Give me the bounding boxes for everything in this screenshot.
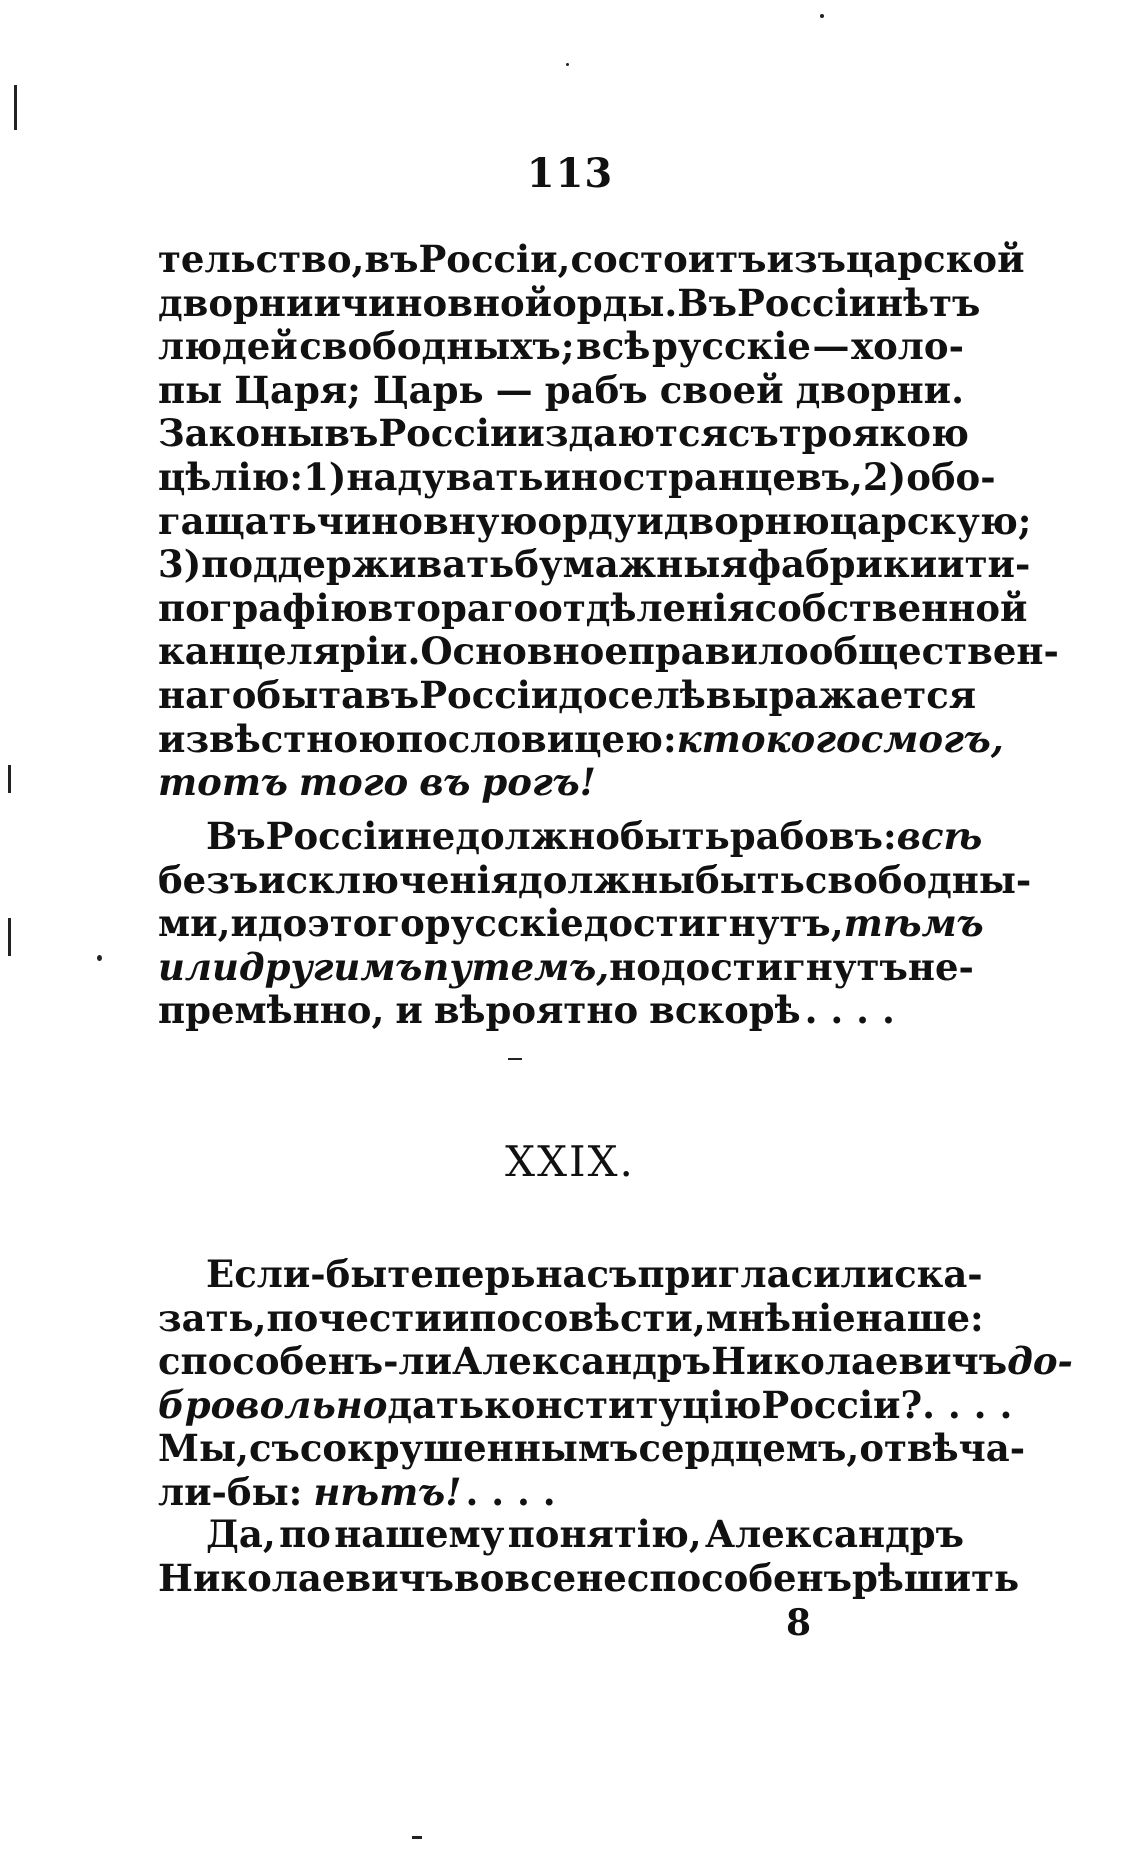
word: дворни bbox=[158, 280, 314, 325]
word: гащать bbox=[158, 498, 317, 543]
word: и bbox=[230, 901, 258, 946]
word: вскорѣ bbox=[649, 988, 801, 1033]
word: достигнутъ, bbox=[583, 901, 844, 946]
word: Россіи bbox=[736, 280, 877, 325]
word: должно bbox=[455, 814, 620, 858]
word: Николаевичъ bbox=[158, 1555, 455, 1600]
word: иностранцевъ, bbox=[543, 454, 863, 499]
word: въ bbox=[324, 411, 379, 456]
section-heading: XXIX. bbox=[505, 1137, 635, 1186]
word: орды. bbox=[552, 280, 678, 325]
word: но bbox=[609, 944, 661, 989]
word: Россіи? bbox=[761, 1382, 923, 1427]
word: премѣнно, bbox=[158, 988, 385, 1033]
word: дворню bbox=[663, 498, 830, 543]
word: способенъ bbox=[626, 1555, 853, 1600]
word: мнѣніе bbox=[705, 1295, 856, 1340]
word: Россіи bbox=[265, 814, 405, 858]
word: и bbox=[636, 498, 664, 543]
word: вовсе bbox=[454, 1555, 577, 1600]
text-line bbox=[158, 716, 1004, 762]
italic-word: рогъ! bbox=[481, 760, 596, 805]
text-line bbox=[158, 280, 981, 326]
word: издаются bbox=[517, 411, 728, 456]
word: канцеляріи. bbox=[158, 629, 421, 674]
italic-word: путемъ, bbox=[422, 944, 610, 989]
word: наше: bbox=[855, 1295, 984, 1340]
word: правило bbox=[627, 629, 809, 674]
word: пословицею: bbox=[395, 716, 677, 761]
word: обществен- bbox=[808, 629, 1059, 674]
word: по bbox=[469, 1295, 522, 1340]
ellipsis: . . . . bbox=[804, 988, 895, 1033]
word: быть bbox=[619, 814, 730, 858]
word: сердцемъ, bbox=[638, 1426, 860, 1471]
word: Россіи bbox=[378, 411, 518, 456]
text-line bbox=[158, 237, 1025, 282]
italic-word: въ bbox=[419, 760, 471, 805]
word: поддерживать bbox=[201, 542, 515, 587]
word: безъ bbox=[158, 857, 259, 902]
text-line bbox=[158, 325, 964, 369]
text-line bbox=[158, 542, 1031, 587]
word: людей bbox=[158, 324, 298, 369]
word: ли-бы: bbox=[158, 1469, 303, 1514]
text-line bbox=[158, 498, 1032, 544]
word: насъ bbox=[535, 1252, 638, 1296]
word: пригласили bbox=[637, 1252, 895, 1296]
word: Основное bbox=[420, 629, 628, 674]
word: — bbox=[495, 367, 533, 412]
word: фабрики bbox=[747, 542, 938, 587]
word: рабъ bbox=[544, 367, 648, 412]
word: Мы, bbox=[158, 1426, 249, 1471]
word: совѣсти, bbox=[521, 1295, 706, 1340]
word: пы bbox=[158, 367, 223, 412]
italic-word: кто bbox=[676, 716, 766, 761]
italic-word: тѣмъ bbox=[843, 901, 984, 946]
word: нѣтъ bbox=[876, 280, 981, 325]
word: достигнутъ bbox=[660, 944, 908, 989]
scan-mark bbox=[820, 14, 824, 18]
text-line bbox=[158, 672, 977, 718]
word: отвѣча- bbox=[859, 1426, 1026, 1471]
word: наго bbox=[158, 672, 257, 717]
word: пографію bbox=[158, 585, 368, 630]
italic-word: тотъ bbox=[158, 760, 288, 805]
word: и bbox=[441, 1295, 470, 1340]
word: обо- bbox=[906, 454, 996, 499]
word: Царь bbox=[372, 367, 484, 412]
word: рабовъ: bbox=[729, 814, 897, 858]
scan-mark bbox=[14, 85, 17, 130]
italic-word: до- bbox=[1007, 1339, 1073, 1384]
word: и bbox=[395, 988, 423, 1033]
word: ска- bbox=[894, 1252, 983, 1296]
italic-word: или bbox=[158, 944, 239, 989]
word: способенъ-ли bbox=[158, 1339, 453, 1384]
word: своей bbox=[659, 367, 784, 412]
ellipsis: . . . . bbox=[922, 1382, 1013, 1427]
word: съ bbox=[727, 411, 779, 456]
word: дворни. bbox=[795, 367, 964, 412]
word: рѣшить bbox=[852, 1555, 1020, 1600]
page-number: 113 bbox=[526, 150, 614, 197]
word: тельство, bbox=[158, 237, 365, 281]
word: всѣ bbox=[576, 324, 651, 369]
word: зать, bbox=[158, 1295, 267, 1340]
italic-word: нѣтъ! bbox=[313, 1469, 462, 1514]
word: орду bbox=[537, 498, 637, 543]
text-line bbox=[158, 585, 1028, 631]
text-line bbox=[158, 761, 964, 805]
word: собственной bbox=[754, 585, 1028, 630]
paragraph bbox=[158, 1512, 1020, 1600]
text-line bbox=[158, 454, 996, 500]
word: нашему bbox=[334, 1512, 505, 1556]
text-line bbox=[158, 629, 1059, 674]
word: Россіи bbox=[419, 672, 559, 717]
text-line bbox=[158, 369, 964, 413]
word: быта bbox=[256, 672, 366, 717]
word: русскіе bbox=[424, 901, 584, 946]
word: съ bbox=[248, 1426, 300, 1471]
word: ти- bbox=[964, 542, 1031, 587]
word: должны bbox=[518, 857, 696, 902]
word: Законы bbox=[158, 411, 325, 456]
word: чиновную bbox=[316, 498, 538, 543]
word: въ bbox=[364, 237, 419, 281]
ellipsis: . . . . bbox=[465, 1469, 556, 1514]
paragraph bbox=[158, 1252, 1073, 1515]
paragraph bbox=[158, 814, 1032, 1033]
text-line bbox=[158, 989, 964, 1033]
word: Если-бы bbox=[206, 1252, 388, 1296]
word: втораго bbox=[367, 585, 539, 630]
word: Въ bbox=[206, 814, 266, 858]
signature-mark: 8 bbox=[786, 1602, 812, 1644]
word: отдѣленія bbox=[538, 585, 755, 630]
word: до bbox=[257, 901, 308, 946]
text-line bbox=[158, 857, 1032, 903]
word: 3) bbox=[158, 542, 202, 587]
word: по bbox=[279, 1512, 331, 1556]
text-line bbox=[158, 1426, 1026, 1471]
word: и bbox=[937, 542, 965, 587]
text-line bbox=[158, 411, 969, 456]
paragraph-continuation bbox=[158, 237, 1059, 805]
word: исключенія bbox=[258, 857, 519, 902]
word: 1) bbox=[303, 454, 347, 499]
word: царскую; bbox=[829, 498, 1032, 543]
word: Россіи, bbox=[418, 237, 571, 281]
italic-word: смогъ, bbox=[860, 716, 1004, 761]
text-line bbox=[158, 1382, 1013, 1428]
text-line bbox=[158, 901, 984, 946]
italic-word: бровольно bbox=[158, 1382, 388, 1427]
word: Въ bbox=[677, 280, 737, 325]
word: выражается bbox=[705, 672, 977, 717]
scan-mark bbox=[566, 63, 569, 66]
word: сокрушеннымъ bbox=[299, 1426, 639, 1471]
word: дать bbox=[387, 1382, 485, 1427]
scan-mark bbox=[412, 1836, 422, 1839]
word: свободны- bbox=[804, 857, 1032, 902]
text-line bbox=[158, 1513, 964, 1557]
word: — bbox=[812, 324, 850, 369]
word: конституцію bbox=[484, 1382, 762, 1427]
word: изъ bbox=[766, 237, 846, 281]
text-line bbox=[158, 1555, 1020, 1601]
word: быть bbox=[695, 857, 805, 902]
text-line bbox=[158, 944, 974, 990]
text-line bbox=[158, 1471, 964, 1515]
italic-word: другимъ bbox=[238, 944, 423, 989]
word: бумажныя bbox=[514, 542, 748, 587]
word: извѣстною bbox=[158, 716, 396, 761]
word: чести bbox=[318, 1295, 442, 1340]
word: 2) bbox=[862, 454, 907, 499]
word: цѣлію: bbox=[158, 454, 304, 499]
italic-word: всѣ bbox=[896, 814, 983, 858]
text-line bbox=[158, 1339, 1073, 1384]
word: понятію, bbox=[507, 1512, 702, 1556]
word: вѣроятно bbox=[433, 988, 639, 1033]
word: этого bbox=[307, 901, 425, 946]
word: чиновной bbox=[340, 280, 553, 325]
word: Да, bbox=[206, 1512, 276, 1556]
word: и bbox=[313, 280, 341, 325]
word: свободныхъ; bbox=[299, 324, 575, 369]
text-line bbox=[158, 1252, 983, 1297]
word: не bbox=[404, 814, 456, 858]
word: Александръ bbox=[705, 1512, 964, 1556]
word: состоитъ bbox=[570, 237, 767, 281]
word: теперь bbox=[387, 1252, 536, 1296]
scan-mark bbox=[8, 765, 11, 793]
scan-mark bbox=[8, 918, 11, 956]
word: Царя; bbox=[234, 367, 361, 412]
word: не- bbox=[907, 944, 974, 989]
word: холо- bbox=[851, 324, 964, 369]
italic-word: того bbox=[298, 760, 409, 805]
word: по bbox=[266, 1295, 319, 1340]
word: ми, bbox=[158, 901, 231, 946]
scan-mark bbox=[97, 955, 102, 961]
scan-mark bbox=[508, 1058, 522, 1060]
word: въ bbox=[365, 672, 420, 717]
word: Николаевичъ bbox=[711, 1339, 1008, 1384]
text-line bbox=[158, 814, 983, 859]
word: доселѣ bbox=[558, 672, 706, 717]
word: не bbox=[576, 1555, 627, 1600]
word: русскіе bbox=[651, 324, 811, 369]
italic-word: кого bbox=[765, 716, 861, 761]
word: Александръ bbox=[452, 1339, 712, 1384]
text-line bbox=[158, 1295, 984, 1341]
word: троякою bbox=[778, 411, 969, 456]
word: надувать bbox=[346, 454, 544, 499]
word: царской bbox=[845, 237, 1025, 281]
